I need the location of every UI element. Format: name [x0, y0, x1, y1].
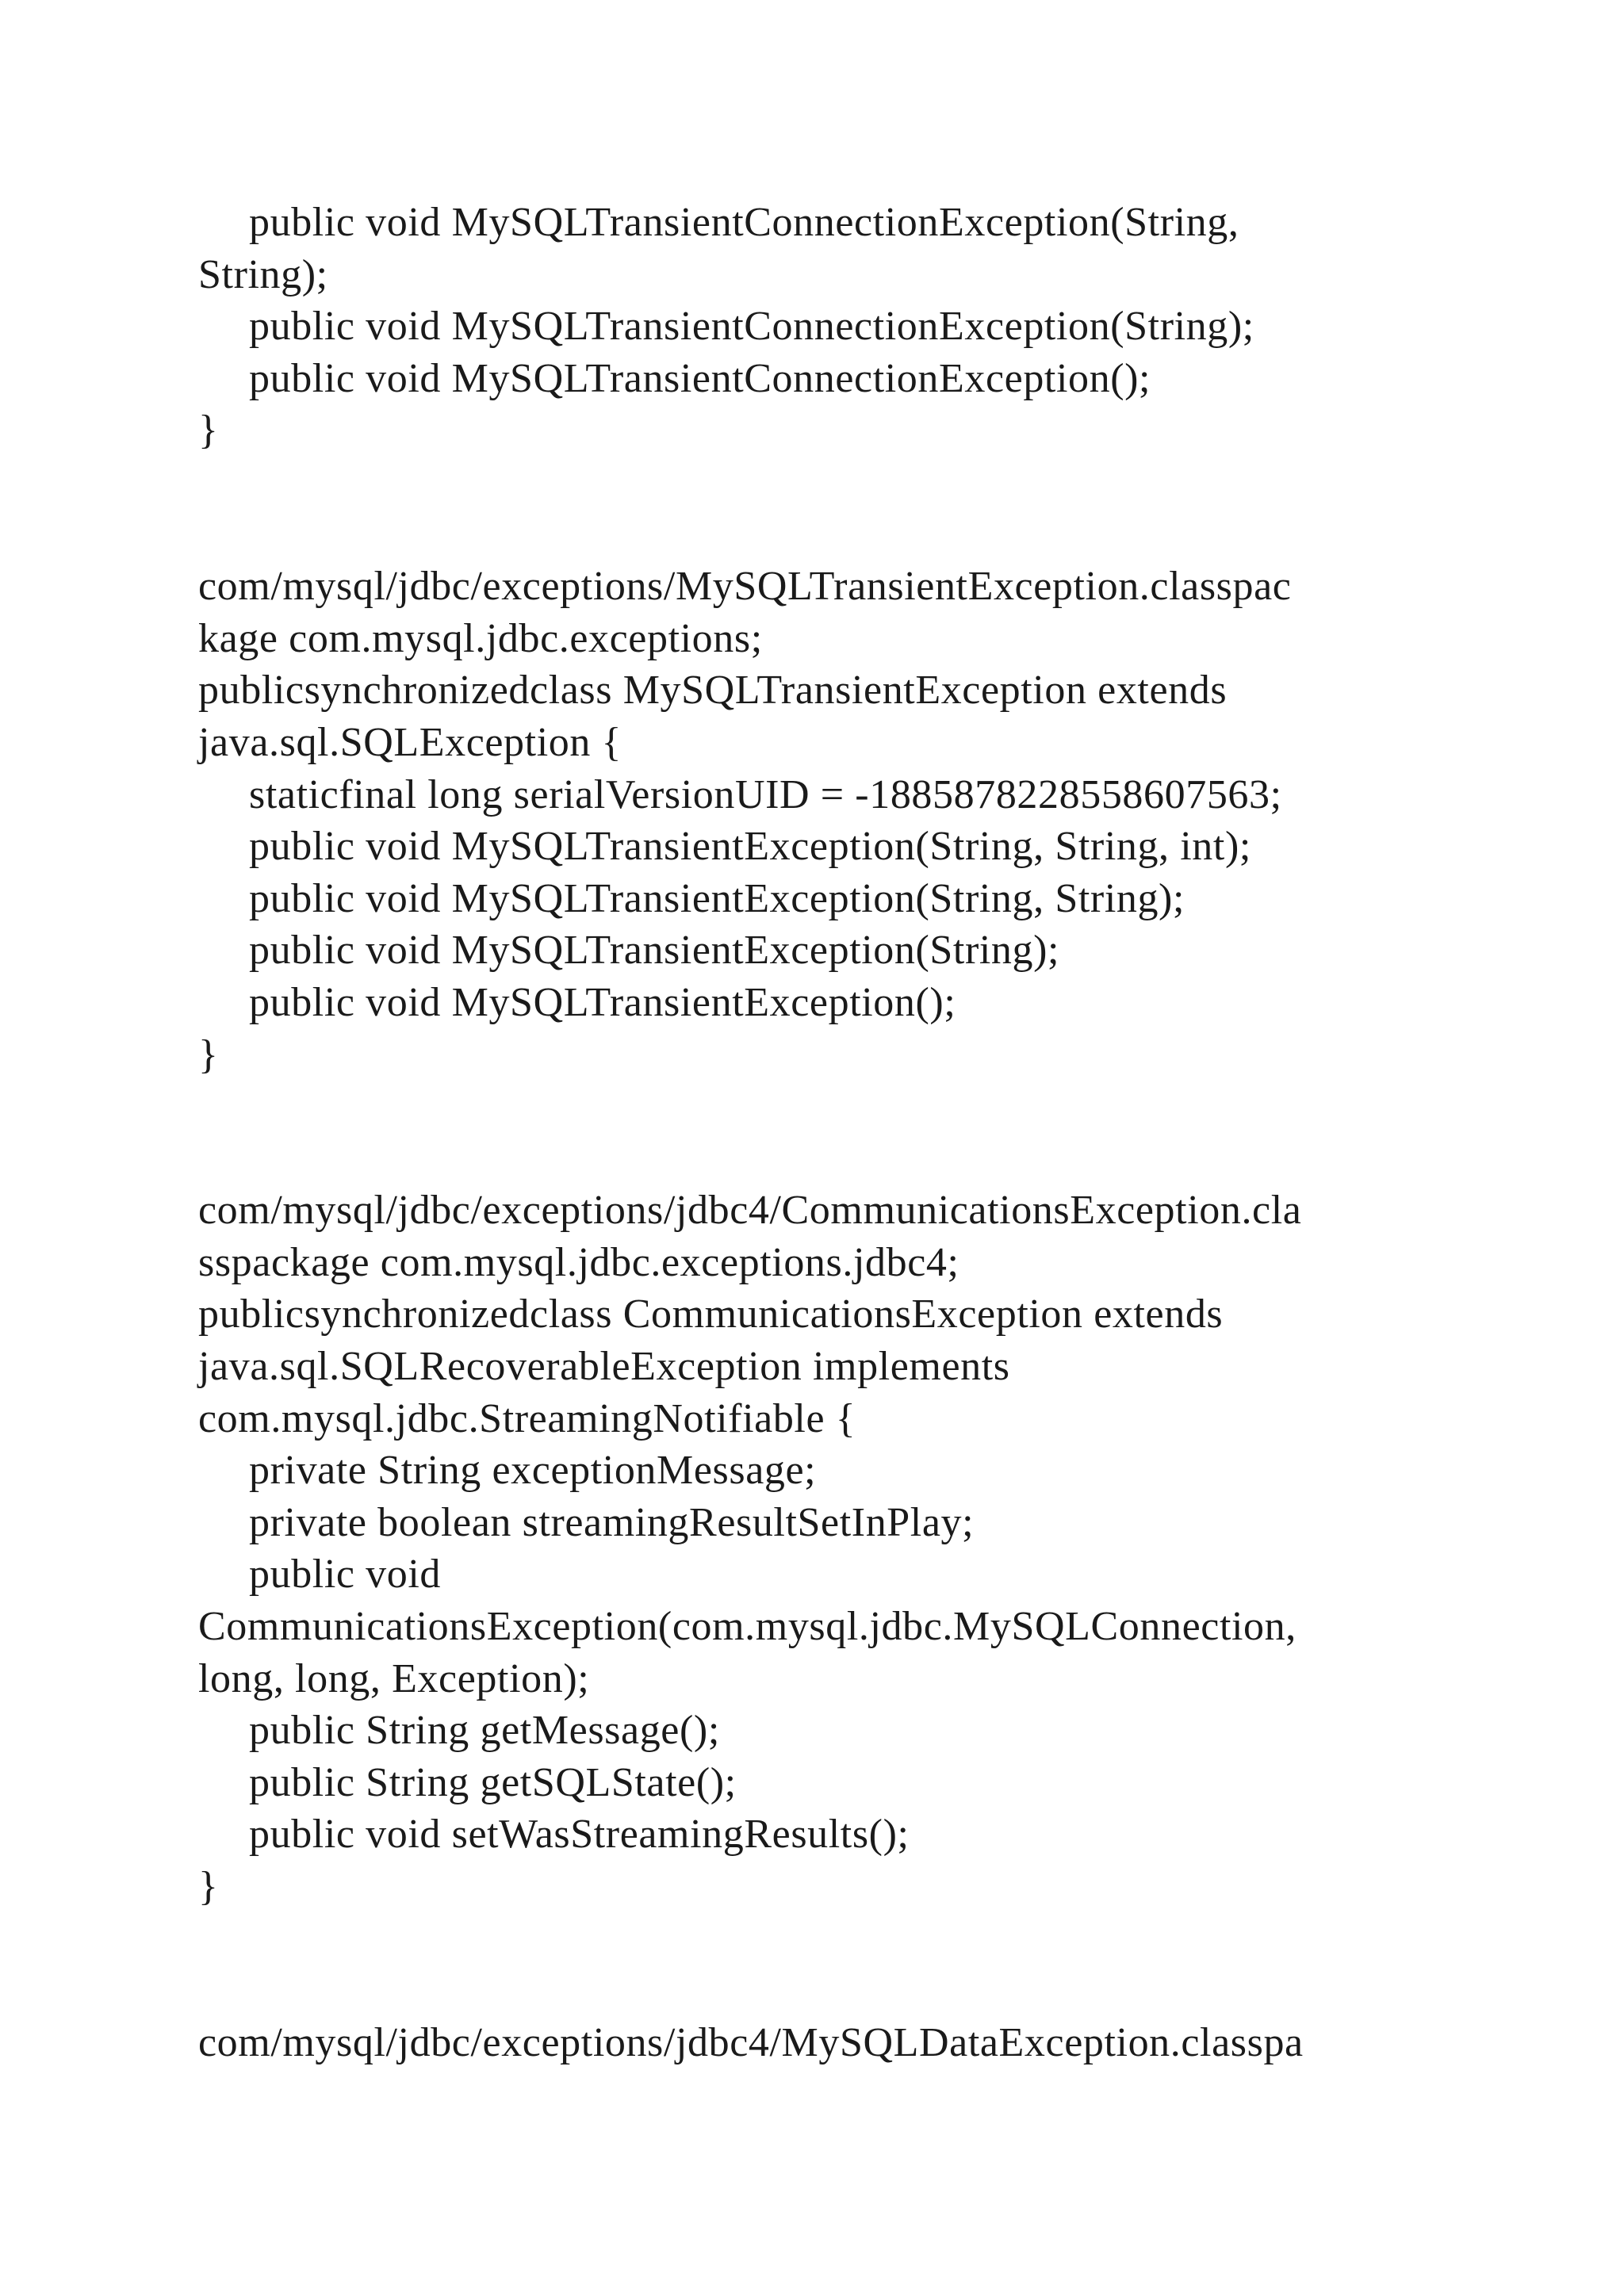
code-line: publicsynchronizedclass MySQLTransientException extends — [198, 668, 1228, 714]
block-separator — [198, 1081, 1499, 1184]
code-line: public String getSQLState(); — [249, 1759, 737, 1805]
code-block — [198, 197, 1499, 457]
code-line: public void MySQLTransientException(String, String); — [249, 875, 1185, 921]
code-line: public void MySQLTransientConnectionException(); — [249, 355, 1151, 401]
code-line: publicsynchronizedclass CommunicationsException extends — [198, 1292, 1224, 1337]
code-line: private String exceptionMessage; — [249, 1448, 817, 1494]
block-separator — [198, 1913, 1499, 2017]
code-line: sspackage com.mysql.jdbc.exceptions.jdbc4; — [198, 1239, 959, 1285]
code-line: } — [198, 1031, 219, 1077]
code-line: long, long, Exception); — [198, 1655, 590, 1701]
code-line: com.mysql.jdbc.StreamingNotifiable { — [198, 1395, 856, 1441]
code-line: kage com.mysql.jdbc.exceptions; — [198, 615, 763, 661]
code-line: com/mysql/jdbc/exceptions/MySQLTransientException.classpac — [198, 564, 1292, 610]
code-line: java.sql.SQLRecoverableException implements — [198, 1344, 1010, 1390]
code-line: public void MySQLTransientException(); — [249, 979, 956, 1025]
code-line: private boolean streamingResultSetInPlay; — [249, 1499, 975, 1545]
code-line: java.sql.SQLException { — [198, 719, 622, 765]
code-line: com/mysql/jdbc/exceptions/jdbc4/MySQLDataException.classpa — [198, 2019, 1304, 2065]
block-separator — [198, 457, 1499, 561]
code-line: public String getMessage(); — [249, 1708, 720, 1754]
code-line: public void MySQLTransientConnectionException(String); — [249, 304, 1254, 350]
code-line: public void MySQLTransientException(String, String, int); — [249, 824, 1251, 870]
code-block — [198, 1184, 1499, 1912]
code-line: public void MySQLTransientConnectionException(String, — [249, 200, 1239, 245]
code-line: } — [198, 408, 219, 453]
code-line: CommunicationsException(com.mysql.jdbc.MySQLConnection, — [198, 1604, 1297, 1650]
code-line: public void MySQLTransientException(String); — [249, 928, 1060, 974]
code-line: public void — [249, 1552, 442, 1598]
code-listing — [198, 197, 1499, 2068]
code-block — [198, 561, 1499, 1081]
code-line: staticfinal long serialVersionUID = -1885878228558607563; — [249, 771, 1282, 817]
code-line: public void setWasStreamingResults(); — [249, 1812, 910, 1858]
code-line: } — [198, 1864, 219, 1909]
code-line: com/mysql/jdbc/exceptions/jdbc4/CommunicationsException.cla — [198, 1188, 1302, 1234]
code-block — [198, 2017, 1499, 2069]
code-line: String); — [198, 251, 328, 297]
